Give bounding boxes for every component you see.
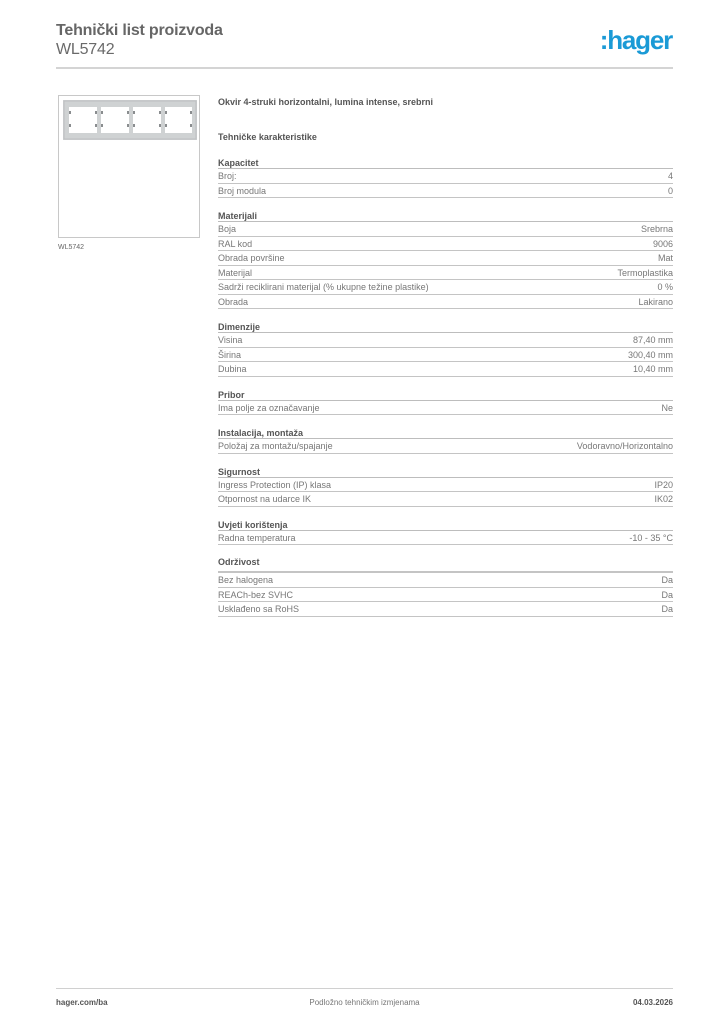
page-footer — [56, 998, 673, 1010]
spec-row — [218, 222, 673, 237]
spec-label: Širina — [218, 349, 242, 360]
spec-value: 87,40 mm — [632, 335, 673, 345]
spec-label: REACh-bez SVHC — [218, 589, 294, 600]
spec-value: 0 — [667, 185, 673, 196]
spec-group-conditions — [218, 519, 673, 546]
group-title: Pribor — [218, 389, 673, 401]
product-image — [58, 95, 200, 238]
spec-row — [218, 348, 673, 363]
group-title: Materijali — [218, 210, 673, 222]
spec-row — [218, 295, 673, 310]
spec-row — [218, 237, 673, 252]
footer-notice: Podložno tehničkim izmjenama — [309, 998, 420, 1007]
spec-group-accessories — [218, 389, 673, 416]
spec-value: 4 — [667, 171, 673, 181]
spec-value: Vodoravno/Horizontalno — [576, 441, 673, 451]
group-title: Dimenzije — [218, 321, 673, 333]
spec-value: Lakirano — [638, 296, 673, 307]
spec-row — [218, 492, 673, 507]
group-title: Instalacija, montaža — [218, 427, 673, 439]
spec-row — [218, 478, 673, 493]
spec-label: Radna temperatura — [218, 532, 296, 543]
spec-value: Da — [661, 575, 673, 585]
spec-row — [218, 588, 673, 603]
group-title: Sigurnost — [218, 466, 673, 478]
product-name: Okvir 4-struki horizontalni, lumina intense, srebrni — [218, 97, 434, 107]
spec-row — [218, 333, 673, 348]
spec-row — [218, 266, 673, 281]
spec-value: 10,40 mm — [632, 364, 673, 374]
image-caption: WL5742 — [58, 244, 85, 251]
hager-logo: :hager — [599, 25, 672, 55]
footer-divider — [56, 988, 673, 989]
group-title: Održivost — [218, 557, 673, 573]
spec-value: IP20 — [654, 479, 673, 490]
spec-value: Ne — [661, 402, 673, 413]
spec-row — [218, 573, 673, 588]
spec-content — [218, 96, 673, 617]
spec-value: -10 - 35 °C — [629, 532, 673, 543]
page-header — [56, 22, 673, 68]
spec-label: RAL kod — [218, 238, 253, 249]
spec-group-capacity — [218, 157, 673, 198]
spec-value: 9006 — [652, 238, 673, 249]
spec-label: Usklađeno sa RoHS — [218, 604, 300, 614]
spec-label: Obrada — [218, 296, 249, 307]
spec-value: 0 % — [657, 282, 673, 292]
frame-product-icon — [63, 100, 197, 140]
spec-label: Boja — [218, 224, 237, 234]
specs-title: Tehničke karakteristike — [218, 132, 317, 142]
group-title: Uvjeti korištenja — [218, 519, 673, 531]
spec-label: Obrada površine — [218, 253, 285, 263]
spec-value: IK02 — [654, 494, 673, 504]
spec-value: Da — [661, 604, 673, 614]
spec-value: Mat — [657, 253, 673, 263]
spec-row — [218, 184, 673, 199]
spec-label: Otpornost na udarce IK — [218, 494, 312, 504]
spec-row — [218, 362, 673, 377]
spec-value: Termoplastika — [617, 267, 673, 278]
document-title: Tehnički list proizvoda — [56, 22, 223, 39]
spec-row — [218, 439, 673, 454]
spec-label: Ima polje za označavanje — [218, 402, 320, 413]
spec-group-safety — [218, 466, 673, 507]
spec-label: Visina — [218, 335, 243, 345]
spec-row — [218, 169, 673, 184]
footer-date: 04.03.2026 — [632, 998, 673, 1007]
footer-website-link[interactable]: hager.com/ba — [56, 998, 108, 1007]
spec-label: Bez halogena — [218, 575, 274, 585]
spec-label: Broj: — [218, 171, 237, 181]
spec-label: Dubina — [218, 364, 247, 374]
spec-label: Ingress Protection (IP) klasa — [218, 479, 332, 490]
spec-value: 300,40 mm — [627, 349, 673, 360]
spec-group-dimensions — [218, 321, 673, 377]
spec-row — [218, 280, 673, 295]
product-code: WL5742 — [56, 41, 115, 58]
spec-row — [218, 602, 673, 617]
spec-label: Materijal — [218, 267, 253, 278]
spec-row — [218, 401, 673, 416]
spec-label: Broj modula — [218, 185, 267, 196]
spec-value: Srebrna — [640, 224, 673, 234]
header-divider — [56, 67, 673, 69]
spec-value: Da — [661, 589, 673, 600]
group-title: Kapacitet — [218, 157, 673, 169]
spec-label: Položaj za montažu/spajanje — [218, 441, 333, 451]
spec-group-installation — [218, 427, 673, 454]
spec-label: Sadrži reciklirani materijal (% ukupne težine plastike) — [218, 282, 429, 292]
spec-row — [218, 251, 673, 266]
spec-group-materials — [218, 210, 673, 309]
spec-group-sustainability — [218, 557, 673, 617]
spec-row — [218, 531, 673, 546]
